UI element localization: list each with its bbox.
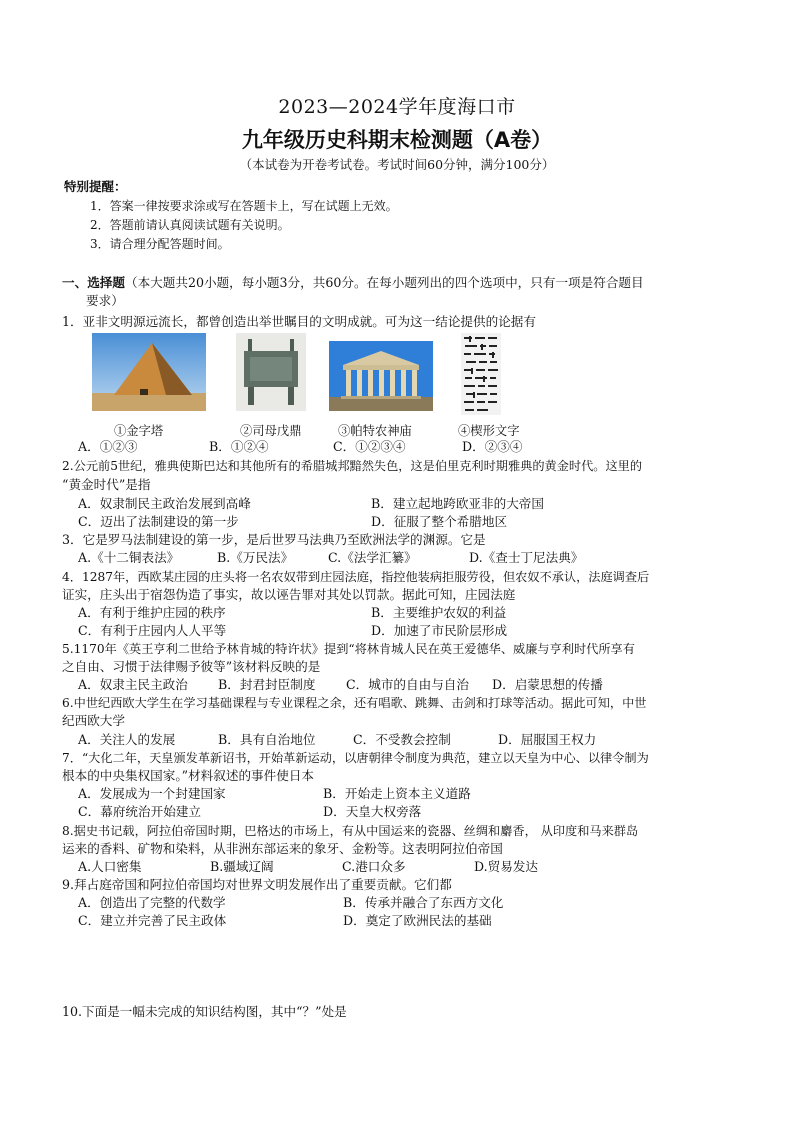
question-9-stem: 9.拜占庭帝国和阿拉伯帝国均对世界文明发展作出了重要贡献。它们都: [62, 877, 452, 892]
answer-option: D．屈服国王权力: [498, 732, 597, 747]
answer-option: B．具有自治地位: [218, 732, 316, 747]
answer-option: C．迈出了法制建设的第一步: [78, 514, 239, 529]
question-10-stem: 10.下面是一幅未完成的知识结构图，其中“？”处是: [62, 1004, 347, 1019]
exam-title: 九年级历史科期末检测题（A卷）: [241, 128, 553, 152]
answer-option: A.《十二铜表法》: [78, 550, 180, 565]
question-8-stem-cont: 运来的香料、矿物和染料，从非洲东部运来的象牙、金粉等。这表明阿拉伯帝国: [62, 841, 503, 856]
answer-option: D．天皇大权旁落: [323, 804, 422, 819]
answer-option: A．奴隶主民主政治: [78, 677, 188, 692]
cuneiform-image: [461, 333, 501, 415]
question-2-stem-cont: “黄金时代”是指: [62, 477, 151, 492]
tip-item: 2．答题前请认真阅读试题有关说明。: [90, 218, 290, 232]
pyramid-image: [92, 333, 206, 411]
answer-option: A．有利于维护庄园的秩序: [78, 605, 226, 620]
parthenon-image: [329, 341, 433, 411]
answer-option: A.人口密集: [78, 859, 142, 874]
question-3-stem: 3．它是罗马法制建设的第一步，是后世罗马法典乃至欧洲法学的渊源。它是: [62, 532, 486, 547]
question-6-stem: 6.中世纪西欧大学生在学习基础课程与专业课程之余，还有唱歌、跳舞、击剑和打球等活动。据此可知，中世: [62, 696, 647, 710]
answer-option: B．开始走上资本主义道路: [323, 786, 471, 801]
section-label: 一、选择题: [62, 275, 125, 290]
answer-option: C．建立并完善了民主政体: [78, 913, 227, 928]
image-caption: ③帕特农神庙: [338, 424, 412, 438]
exam-year-title: 2023—2024学年度海口市: [278, 96, 516, 118]
answer-option: C．有利于庄园内人人平等: [78, 623, 227, 638]
answer-option: D.贸易发达: [474, 859, 539, 874]
section-desc-cont: 要求）: [86, 293, 124, 308]
image-caption: ②司母戊鼎: [240, 424, 302, 438]
question-5-stem: 5.1170年《英王亨利二世给予林肯城的特许状》提到“将林肯城人民在英王爱德华、威廉与亨利时代所享有: [62, 642, 635, 656]
tip-item: 3．请合理分配答题时间。: [90, 237, 230, 251]
tips-heading: 特别提醒：: [64, 179, 127, 194]
answer-option: A．奴隶制民主政治发展到高峰: [78, 496, 251, 511]
answer-option: D．加速了市民阶层形成: [371, 623, 508, 638]
answer-option: A．关注人的发展: [78, 732, 176, 747]
answer-option: B．封君封臣制度: [218, 677, 316, 692]
answer-option: B．①②④: [209, 439, 269, 454]
answer-option: C．不受教会控制: [353, 732, 451, 747]
answer-option: D．②③④: [462, 439, 523, 454]
question-7-stem-cont: 根本的中央集权国家。”材料叙述的事件使日本: [62, 768, 315, 783]
section-desc: （本大题共20小题，每小题3分，共60分。在每小题列出的四个选项中，只有一项是符合题目: [124, 275, 644, 290]
image-caption: ④楔形文字: [458, 424, 520, 438]
answer-option: D．启蒙思想的传播: [492, 677, 603, 692]
answer-option: A．发展成为一个封建国家: [78, 786, 226, 801]
question-1-stem: 1．亚非文明源远流长，都曾创造出举世瞩目的文明成就。可为这一结论提供的论据有: [62, 314, 536, 329]
section-header: [62, 274, 644, 292]
answer-option: C．城市的自由与自治: [346, 677, 469, 692]
answer-option: B.《万民法》: [217, 550, 294, 565]
question-8-stem: 8.据史书记载，阿拉伯帝国时期，巴格达的市场上，有从中国运来的瓷器、丝绸和麝香， 从印度和马来群岛: [62, 824, 639, 838]
exam-note: （本试卷为开卷考试卷。考试时间60分钟，满分100分）: [239, 157, 555, 172]
simuwu-ding-image: [236, 333, 306, 411]
answer-option: B．主要维护农奴的利益: [371, 605, 507, 620]
image-caption: ①金字塔: [114, 424, 164, 438]
answer-option: C.港口众多: [342, 859, 406, 874]
answer-option: C.《法学汇纂》: [328, 550, 417, 565]
answer-option: C．①②③④: [333, 439, 406, 454]
answer-option: A．创造出了完整的代数学: [78, 895, 226, 910]
answer-option: D.《查士丁尼法典》: [469, 550, 584, 565]
answer-option: B．建立起地跨欧亚非的大帝国: [371, 496, 544, 511]
answer-option: B.疆域辽阔: [210, 859, 274, 874]
question-6-stem-cont: 纪西欧大学: [62, 713, 125, 728]
question-4-stem: 4．1287年，西欧某庄园的庄头将一名农奴带到庄园法庭，指控他装病拒服劳役，但农奴不承认，法庭调查后: [62, 570, 650, 584]
answer-option: A．①②③: [78, 439, 138, 454]
question-7-stem: 7．“大化二年，天皇颁发革新诏书，开始革新运动，以唐朝律令制度为典范，建立以天皇为中心、以律令制为: [62, 751, 649, 765]
answer-option: D．征服了整个希腊地区: [371, 514, 508, 529]
question-5-stem-cont: 之自由、习惯于法律赐予彼等”该材料反映的是: [62, 659, 321, 674]
tip-item: 1．答案一律按要求涂或写在答题卡上，写在试题上无效。: [90, 199, 398, 213]
question-4-stem-cont: 证实，庄头出于宿怨伪造了事实，故以诬告罪对其处以罚款。据此可知，庄园法庭: [62, 587, 516, 602]
answer-option: B．传承并融合了东西方文化: [343, 895, 504, 910]
answer-option: D．奠定了欧洲民法的基础: [343, 913, 492, 928]
question-2-stem: 2.公元前5世纪，雅典使斯巴达和其他所有的希腊城邦黯然失色，这是伯里克利时期雅典的黄金时代。这里的: [62, 459, 643, 473]
answer-option: C．幕府统治开始建立: [78, 804, 201, 819]
